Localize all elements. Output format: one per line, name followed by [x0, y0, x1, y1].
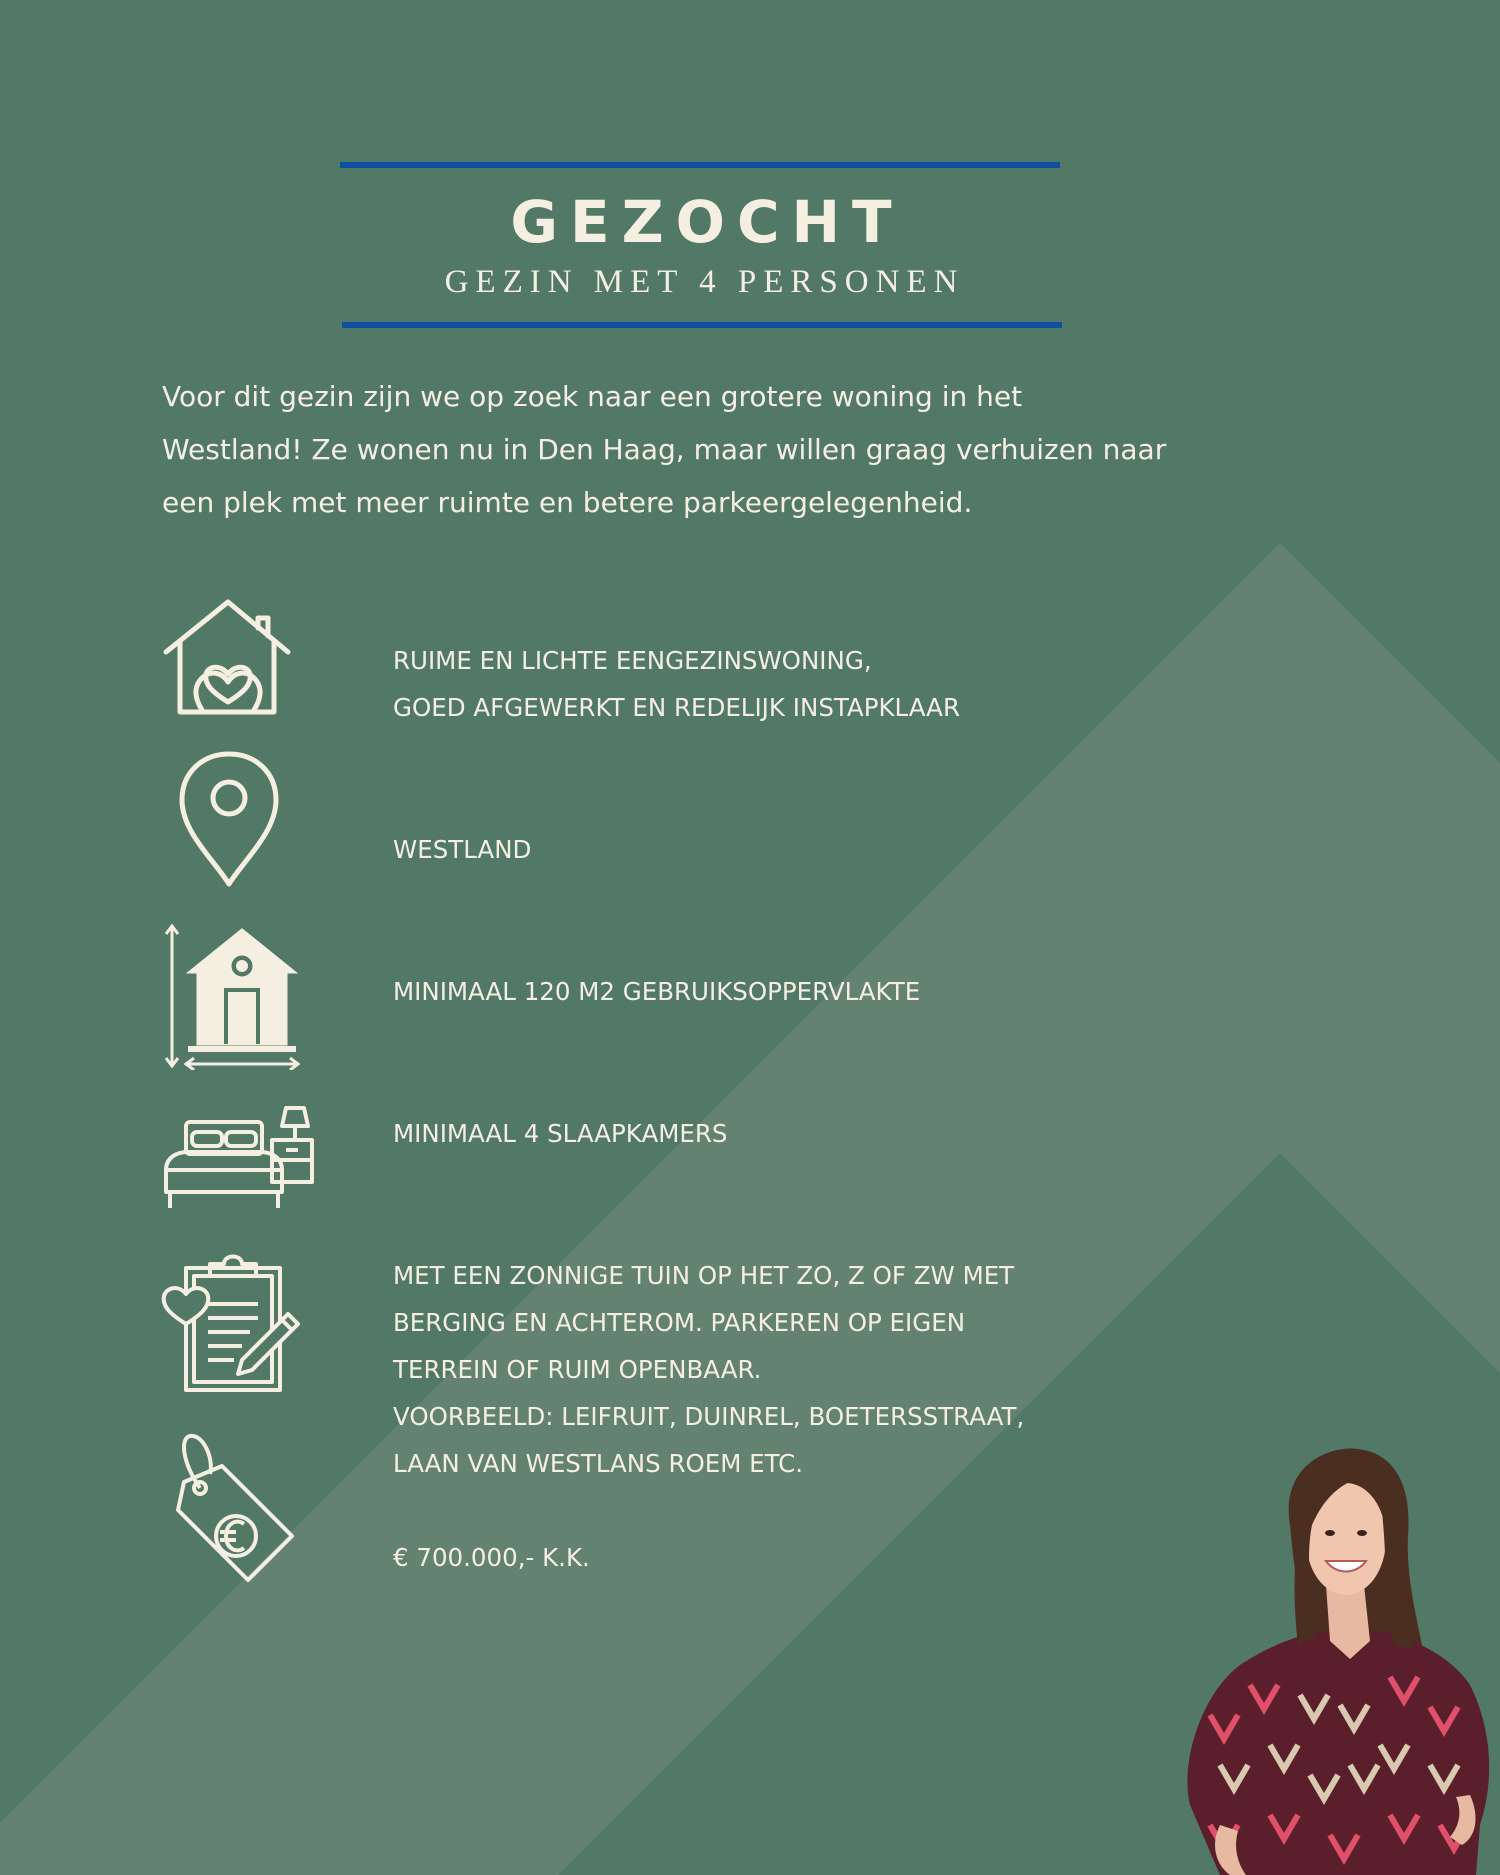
feature-line: MINIMAAL 4 SLAAPKAMERS [393, 1119, 728, 1148]
feature-line: GOED AFGEWERKT EN REDELIJK INSTAPKLAAR [393, 693, 960, 722]
page-title: GEZOCHT [510, 188, 904, 256]
header-top-rule [340, 162, 1060, 168]
house-size-icon [164, 922, 302, 1070]
feature-line: MET EEN ZONNIGE TUIN OP HET ZO, Z OF ZW MET [393, 1261, 1015, 1290]
header-bottom-rule [342, 322, 1062, 328]
feature-price-text [393, 1534, 590, 1581]
feature-line: WESTLAND [393, 835, 532, 864]
feature-line: BERGING EN ACHTEROM. PARKEREN OP EIGEN [393, 1308, 966, 1337]
feature-line: TERREIN OF RUIM OPENBAAR. [393, 1355, 762, 1384]
agent-photo [1180, 1445, 1500, 1875]
intro-paragraph [162, 370, 1292, 529]
clipboard-heart-icon [160, 1250, 304, 1394]
feature-wishes-text [393, 1252, 1024, 1487]
page-subtitle: GEZIN MET 4 PERSONEN [444, 264, 965, 300]
house-heart-icon [162, 598, 292, 716]
header [340, 162, 1062, 328]
feature-line: MINIMAAL 120 M2 GEBRUIKSOPPERVLAKTE [393, 977, 921, 1006]
feature-line: VOORBEELD: LEIFRUIT, DUINREL, BOETERSSTRAAT, [393, 1402, 1025, 1431]
feature-size-text [393, 968, 920, 1015]
feature-line: LAAN VAN WESTLANS ROEM ETC. [393, 1449, 804, 1478]
feature-location-text [393, 826, 531, 873]
feature-line: RUIME EN LICHTE EENGEZINSWONING, [393, 646, 872, 675]
feature-line: € 700.000,- K.K. [393, 1543, 590, 1572]
feature-house-text [393, 637, 960, 731]
intro-line: een plek met meer ruimte en betere parkeergelegenheid. [162, 486, 973, 519]
feature-bedrooms-text [393, 1110, 727, 1157]
location-pin-icon [178, 750, 280, 888]
intro-line: Voor dit gezin zijn we op zoek naar een grotere woning in het [162, 380, 1023, 413]
intro-line: Westland! Ze wonen nu in Den Haag, maar willen graag verhuizen naar [162, 433, 1167, 466]
bed-icon [162, 1106, 316, 1212]
euro-price-tag-icon [170, 1432, 296, 1594]
